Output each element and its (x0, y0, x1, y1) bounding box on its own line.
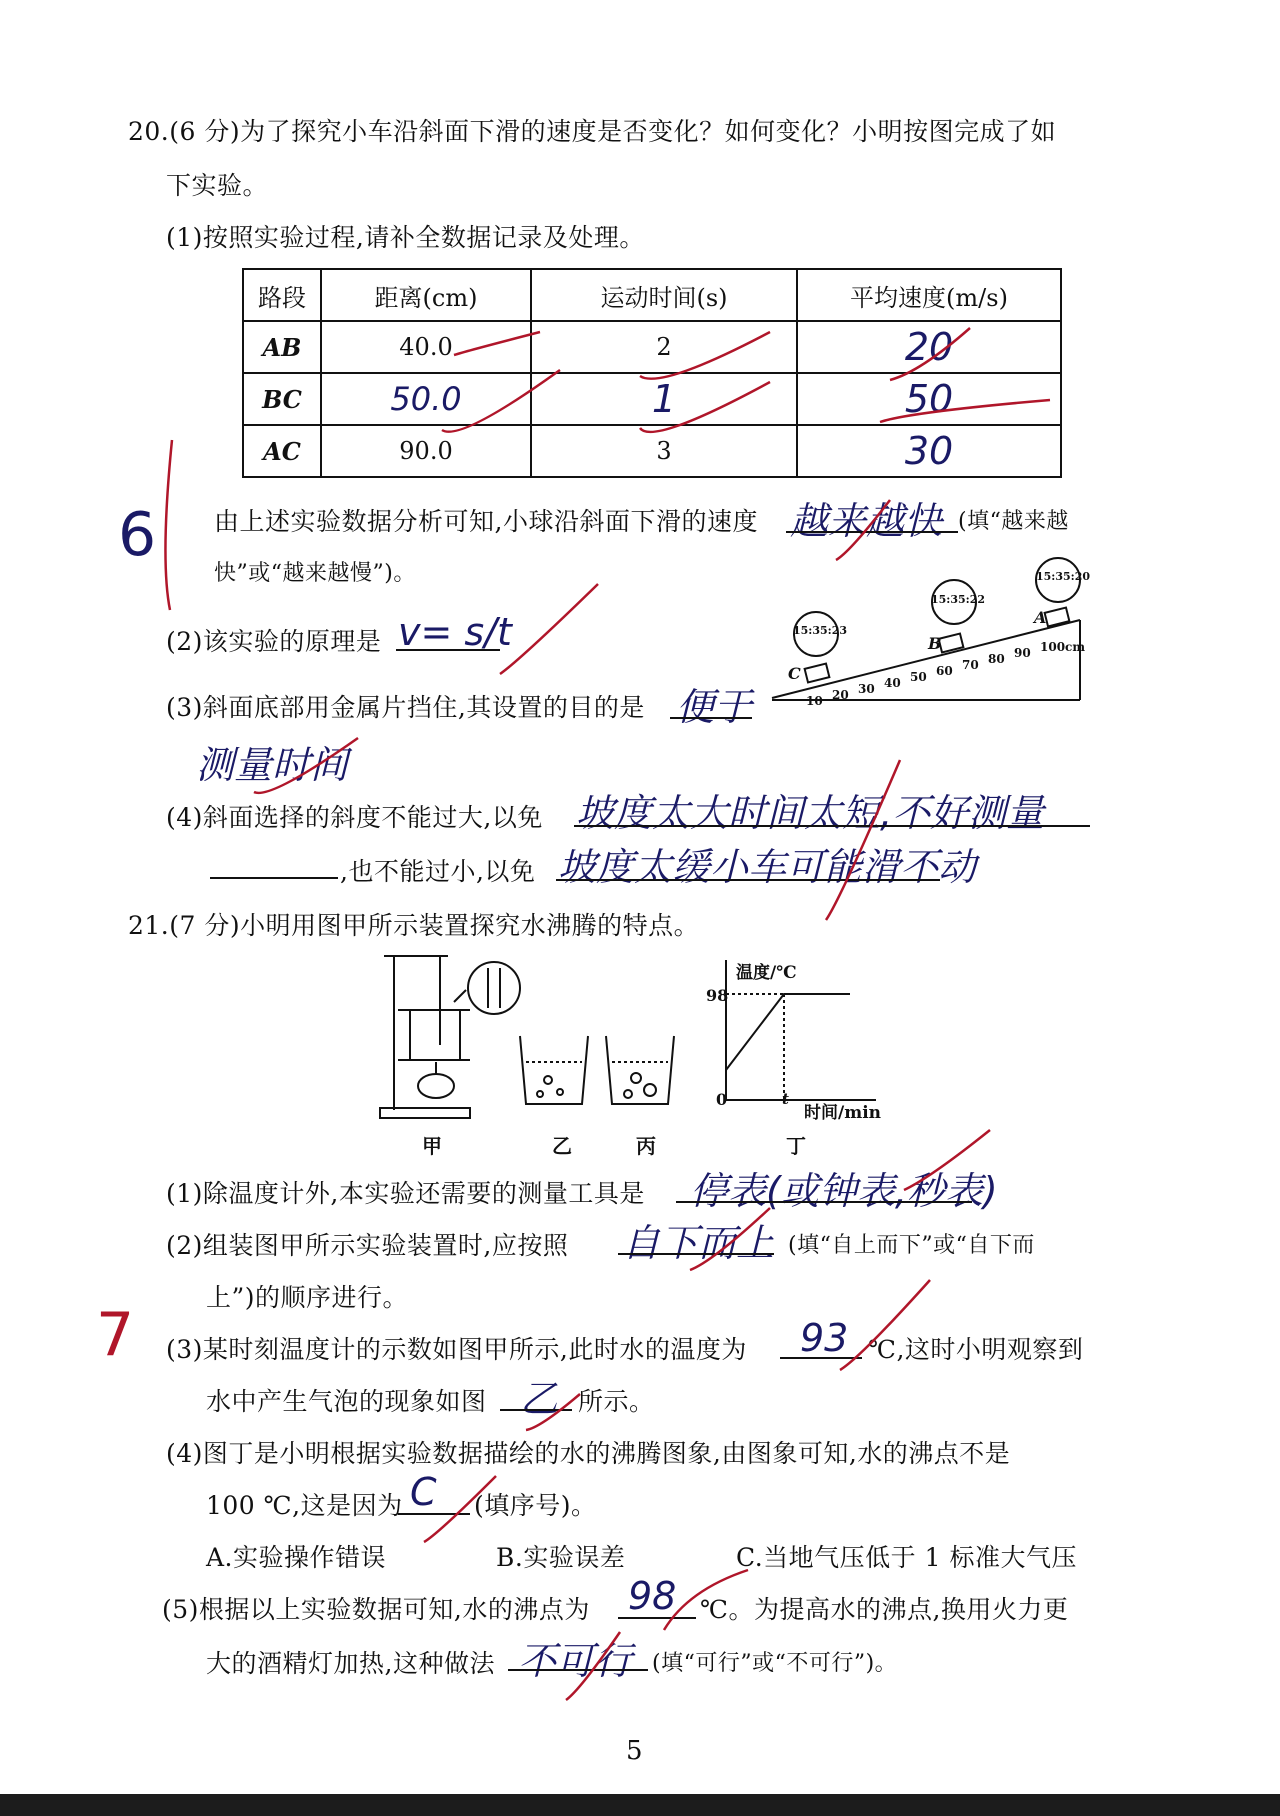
beakers (520, 1036, 674, 1104)
table-cell-seg: AC (243, 425, 321, 477)
score-mark-q20: 6 (118, 500, 157, 570)
q21-part2-a: (2)组装图甲所示实验装置时,应按照 (166, 1231, 569, 1260)
q21-answer-temp: 93 (800, 1316, 849, 1360)
table-cell-time: 2 (531, 321, 797, 373)
figure-label-yi: 乙 (552, 1134, 572, 1158)
q20-title: 20.(6 分)为了探究小车沿斜面下滑的速度是否变化？如何变化？小明按图完成了如 (128, 117, 1057, 146)
graph-ylabel: 温度/℃ (736, 963, 797, 983)
table-cell-seg: AB (243, 321, 321, 373)
figure-label-jia: 甲 (422, 1134, 442, 1158)
q20-analysis-c: 快”或“越来越慢”)。 (214, 561, 416, 586)
q21-part5-b: ℃。为提高水的沸点,换用火力更 (700, 1595, 1069, 1624)
boiling-apparatus (380, 956, 520, 1118)
q21-part5-c: 大的酒精灯加热,这种做法 (206, 1649, 495, 1678)
clock-c-time: 15:35:23 (793, 624, 848, 637)
q20-part3: (3)斜面底部用金属片挡住,其设置的目的是 (166, 693, 645, 722)
table-header: 运动时间(s) (531, 269, 797, 321)
q21-part5-d: (填“可行”或“不可行”)。 (652, 1651, 898, 1676)
ruler-tick: 50 (910, 670, 927, 684)
q20-answer-shallow: 坡度太缓小车可能滑不动 (558, 845, 977, 889)
q21-answer-figure: 乙 (520, 1377, 559, 1421)
point-a-label: A (1034, 608, 1047, 627)
q20-part4-a: (4)斜面选择的斜度不能过大,以免 (166, 803, 543, 832)
q21-part3-a: (3)某时刻温度计的示数如图甲所示,此时水的温度为 (166, 1335, 747, 1364)
q20-part4-b: ,也不能过小,以免 (340, 857, 536, 886)
ruler-tick: 20 (832, 688, 849, 702)
q21-answer-feasible: 不可行 (518, 1639, 633, 1683)
ruler-tick: 100cm (1040, 640, 1086, 654)
clock-a-time: 15:35:20 (1036, 570, 1091, 583)
q21-part4-a: (4)图丁是小明根据实验数据描绘的水的沸腾图象,由图象可知,水的沸点不是 (166, 1439, 1011, 1468)
ruler-tick: 90 (1014, 646, 1031, 660)
q20-answer-formula: v= s/t (398, 610, 512, 654)
ruler-tick: 60 (936, 664, 953, 678)
table-cell-dist: 90.0 (321, 425, 531, 477)
table-cell-seg: BC (243, 373, 321, 425)
q21-part1: (1)除温度计外,本实验还需要的测量工具是 (166, 1179, 645, 1208)
graph-xlabel: 时间/min (804, 1103, 882, 1123)
table-cell-dist: 40.0 (321, 321, 531, 373)
q21-answer-order: 自下而上 (622, 1221, 775, 1265)
q21-answer-reason: C (410, 1470, 437, 1514)
graph-y98: 98 (706, 986, 729, 1005)
table-header: 路段 (243, 269, 321, 321)
q21-part2-b: (填“自上而下”或“自下而 (788, 1233, 1035, 1258)
graph-origin: 0 (716, 1090, 728, 1109)
table-cell-speed-handwritten: 30 (797, 425, 1061, 477)
q20-answer-speed-trend: 越来越快 (790, 499, 943, 543)
q21-part3-d: 所示。 (578, 1387, 655, 1416)
q20-part2: (2)该实验的原理是 (166, 627, 382, 656)
point-b-label: B (928, 634, 942, 653)
ruler-tick: 80 (988, 652, 1005, 666)
score-mark-q21: 7 (96, 1300, 135, 1370)
q21-part5-a: (5)根据以上实验数据可知,水的沸点为 (162, 1595, 590, 1624)
q21-part4-c: (填序号)。 (474, 1491, 597, 1520)
q20-answer-steep: 坡度太大时间太短,不好测量 (576, 791, 1045, 835)
q21-option-c: C.当地气压低于 1 标准大气压 (736, 1543, 1077, 1572)
table-cell-time: 3 (531, 425, 797, 477)
q20-answer-purpose-a: 便于 (676, 685, 753, 729)
point-c-label: C (788, 664, 801, 683)
q21-option-a: A.实验操作错误 (206, 1543, 387, 1572)
q21-option-b: B.实验误差 (496, 1543, 626, 1572)
slope-figure (772, 558, 1080, 700)
table-header: 平均速度(m/s) (797, 269, 1061, 321)
q20-analysis-b: (填“越来越 (958, 509, 1069, 534)
figure-label-bing: 丙 (636, 1134, 656, 1158)
q20-answer-purpose-b: 测量时间 (196, 743, 349, 787)
ruler-tick: 10 (806, 694, 823, 708)
temperature-graph (726, 960, 876, 1100)
q21-part3-c: 水中产生气泡的现象如图 (206, 1387, 487, 1416)
q21-part4-b: 100 ℃,这是因为 (206, 1491, 403, 1520)
page-number: 5 (626, 1736, 644, 1766)
table-cell-dist-handwritten: 50.0 (321, 373, 531, 425)
ruler-tick: 70 (962, 658, 979, 672)
grading-marks (165, 328, 1050, 1700)
q21-part2-c: 上”)的顺序进行。 (206, 1283, 409, 1312)
q21-title: 21.(7 分)小明用图甲所示装置探究水沸腾的特点。 (128, 911, 700, 940)
ruler-tick: 30 (858, 682, 875, 696)
q20-analysis-a: 由上述实验数据分析可知,小球沿斜面下滑的速度 (214, 507, 758, 536)
scan-edge-bar (0, 1794, 1280, 1816)
q21-answer-boiling: 98 (628, 1574, 677, 1618)
q20-part1: (1)按照实验过程,请补全数据记录及处理。 (166, 223, 645, 252)
figure-label-ding: 丁 (786, 1134, 806, 1158)
table-cell-speed-handwritten: 50 (797, 373, 1061, 425)
table-header: 距离(cm) (321, 269, 531, 321)
q21-answer-tool: 停表(或钟表,秒表) (690, 1169, 998, 1213)
table-cell-time-handwritten: 1 (531, 373, 797, 425)
table-cell-speed-handwritten: 20 (797, 321, 1061, 373)
graph-t: t (782, 1090, 789, 1108)
ruler-tick: 40 (884, 676, 901, 690)
clock-b-time: 15:35:22 (931, 593, 986, 606)
q20-title-cont: 下实验。 (166, 171, 269, 200)
q21-part3-b: ℃,这时小明观察到 (868, 1335, 1084, 1364)
